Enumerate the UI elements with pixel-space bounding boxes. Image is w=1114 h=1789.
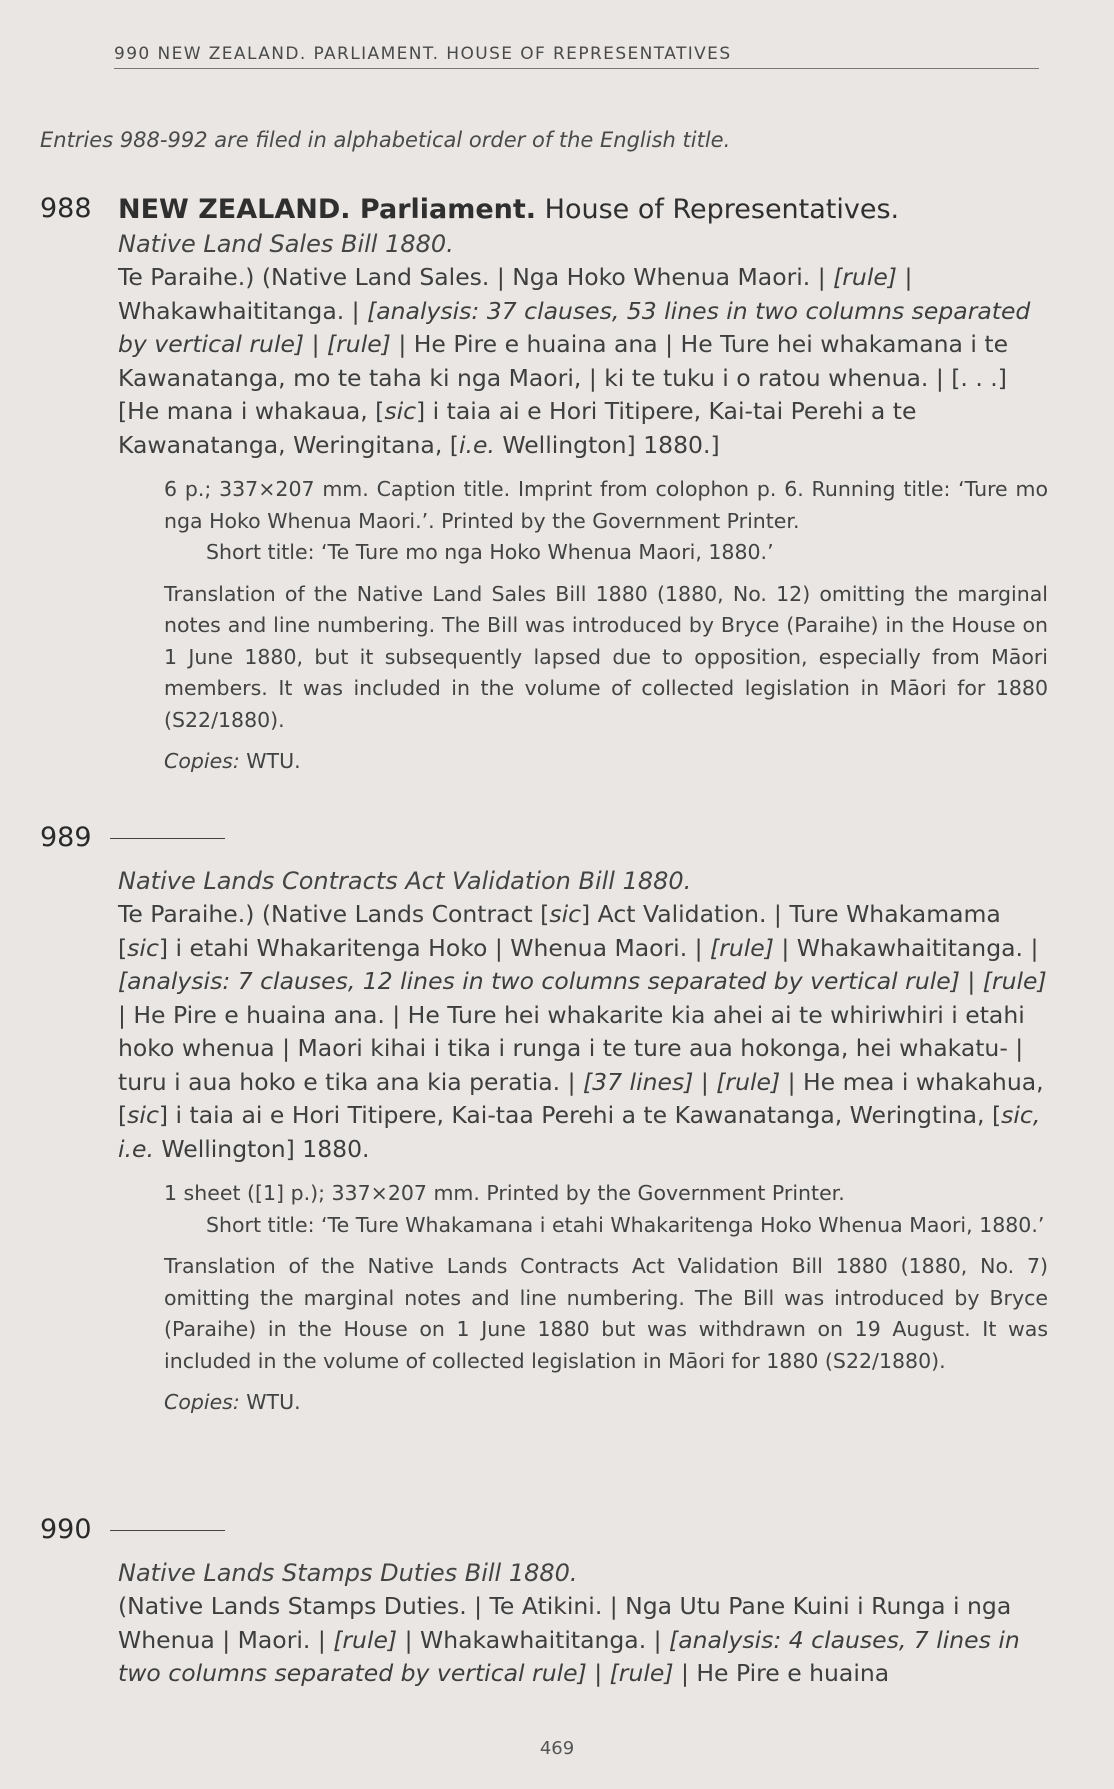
transcription: Te Paraihe.) (Native Lands Contract [sic] Act Validation. | Ture Whakamama [sic] i etahi Whakaritenga Hoko | Whenua Maori. | [rule] | Whakawhaititanga. | [analysis: 7 clauses, 12 lines in two columns separated by vertical rule] | [rule] | He Pire e huaina ana. | He Ture hei whakarite kia ahei ai te whiriwhiri i etahi hoko whenua | Maori kihai i tika i runga i te ture aua hokonga, hei whakatu- | turu i aua hoko e tika ana kia peratia. | [37 lines] | [rule] | He mea i whakahua, [sic] i taia ai e Hori Titipere, Kai-taa Perehi a te Kawanatanga, Weringtina, [sic, i.e. Wellington] 1880. xyxy=(118,900,1047,1163)
entry-title: Native Land Sales Bill 1880. xyxy=(118,230,454,258)
entry-number: 990 xyxy=(40,1514,225,1545)
entry-notes: Translation of the Native Land Sales Bill 1880 (1880, No. 12) omitting the marginal notes and line numbering. The Bill was introduced by Bryce (Paraihe) in the House on 1 June 1880, but it subsequently lapsed due to opposition, especially from Māori members. It was included in the volume of collected legislation in Māori for 1880 (S22/1880). xyxy=(164,581,1048,732)
filing-note: Entries 988-992 are filed in alphabetical order of the English title. xyxy=(40,128,731,152)
transcription: Te Paraihe.) (Native Land Sales. | Nga Hoko Whenua Maori. | [rule] | Whakawhaititanga. | [analysis: 37 clauses, 53 lines in two columns separated by vertical rule] | [rule] | He Pire e huaina ana | He Ture hei whakamana i te Kawanatanga, mo te taha ki nga Maori, | ki te tuku i o ratou whenua. | [. . .] [He mana i whakaua, [sic] i taia ai e Hori Titipere, Kai-tai Perehi a te Kawanatanga, Weringitana, [i.e. Wellington] 1880.] xyxy=(118,263,1031,459)
entry-number: 989 xyxy=(40,822,225,853)
copies-line: Copies: WTU. xyxy=(164,1390,301,1414)
copies-line: Copies: WTU. xyxy=(164,749,301,773)
physical-description: 1 sheet ([1] p.); 337×207 mm. Printed by the Government Printer. xyxy=(164,1181,845,1205)
heading-subdivision: House of Representatives. xyxy=(536,194,900,225)
short-title: Short title: ‘Te Ture Whakamana i etahi Whakaritenga Hoko Whenua Maori, 1880.’ xyxy=(206,1212,1045,1237)
entry-notes: Translation of the Native Lands Contracts Act Validation Bill 1880 (1880, No. 7) omitting the marginal notes and line numbering. The Bill was introduced by Bryce (Paraihe) in the House on 1 June 1880 but was withdrawn on 19 August. It was included in the volume of collected legislation in Māori for 1880 (S22/1880). xyxy=(164,1254,1048,1373)
entry-heading xyxy=(118,193,1048,227)
entry-number: 988 xyxy=(40,193,92,224)
entry-body xyxy=(118,864,1048,1419)
repeat-heading-dash xyxy=(110,1530,225,1531)
bibliographic-description xyxy=(164,474,1048,778)
short-title: Short title: ‘Te Ture mo nga Hoko Whenua Maori, 1880.’ xyxy=(206,540,774,564)
entry-title: Native Lands Contracts Act Validation Bill 1880. xyxy=(118,867,692,895)
repeat-heading-dash xyxy=(110,838,225,839)
physical-description: 6 p.; 337×207 mm. Caption title. Imprint from colophon p. 6. Running title: ‘Ture mo nga Hoko Whenua Maori.’. Printed by the Government Printer. xyxy=(164,477,1048,533)
page-number: 469 xyxy=(539,1738,575,1759)
transcription: (Native Lands Stamps Duties. | Te Atikini. | Nga Utu Pane Kuini i Runga i nga Whenua | Maori. | [rule] | Whakawhaititanga. | [analysis: 4 clauses, 7 lines in two columns separated by vertical rule] | [rule] | He Pire e huaina xyxy=(118,1592,1020,1687)
running-head: 990 NEW ZEALAND. PARLIAMENT. HOUSE OF REPRESENTATIVES xyxy=(114,44,1039,69)
entry-title: Native Lands Stamps Duties Bill 1880. xyxy=(118,1559,578,1587)
bibliographic-description xyxy=(164,1178,1048,1419)
entry-body xyxy=(118,1556,1048,1691)
heading-author: NEW ZEALAND. Parliament. xyxy=(118,194,537,225)
entry-body xyxy=(118,193,1048,778)
